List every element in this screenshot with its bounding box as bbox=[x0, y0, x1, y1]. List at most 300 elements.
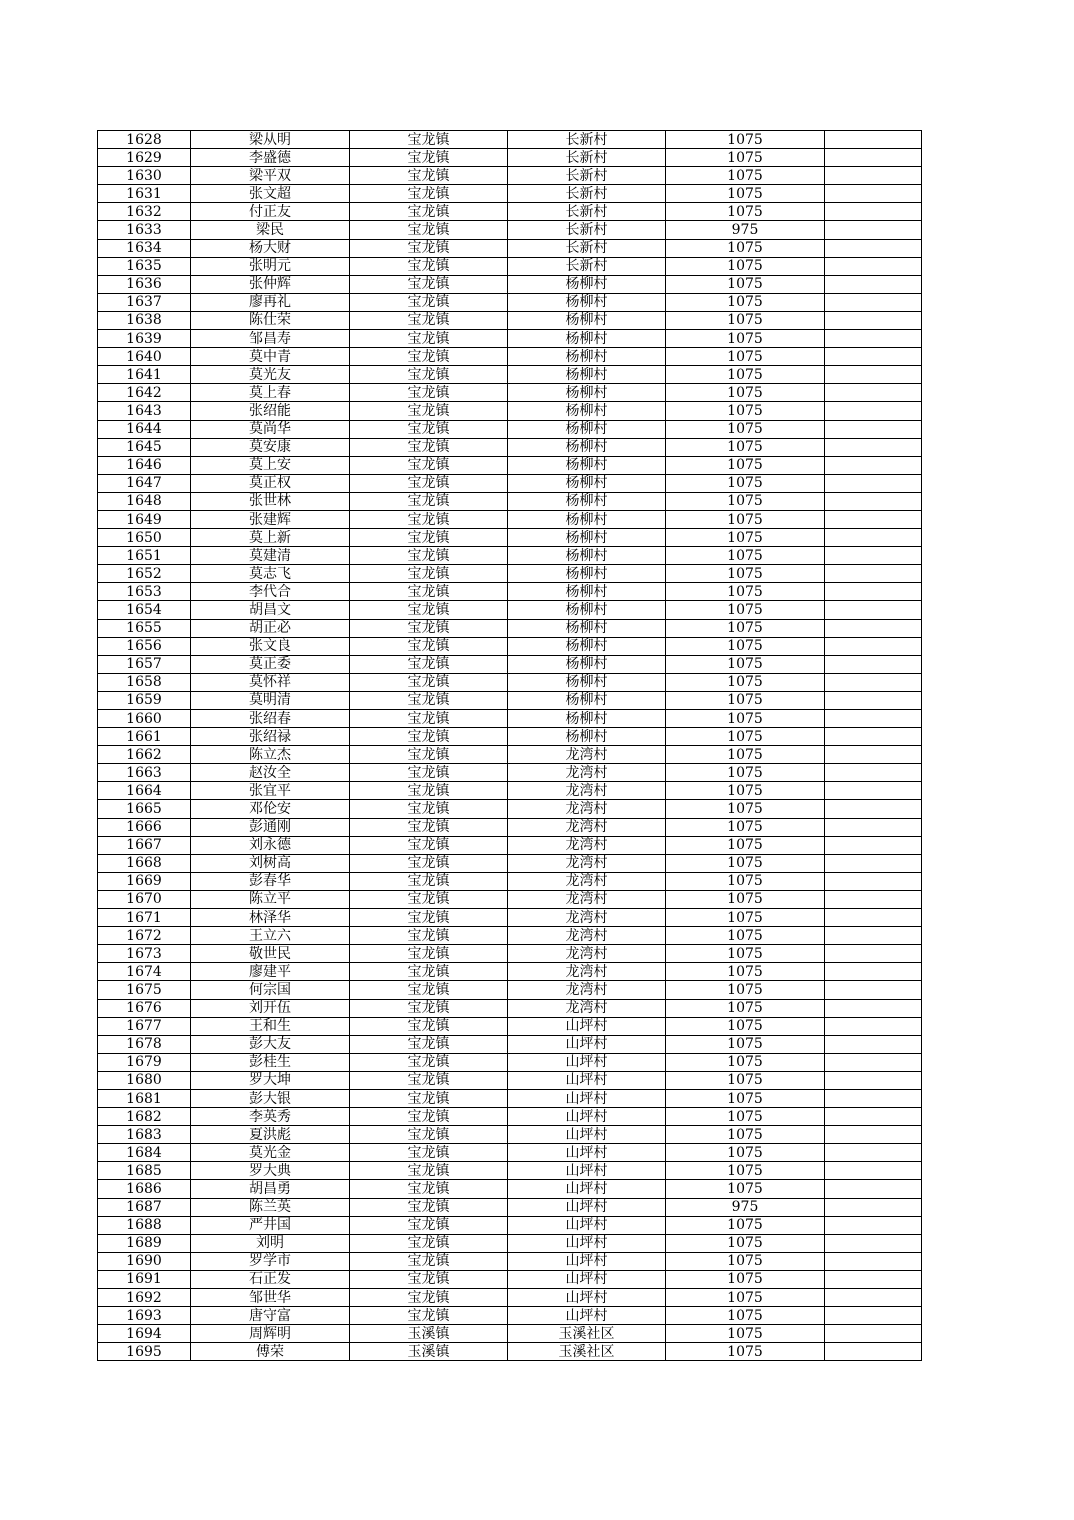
name-cell: 梁从明 bbox=[191, 131, 350, 149]
village-cell: 龙湾村 bbox=[508, 890, 666, 908]
remark-cell bbox=[825, 257, 922, 275]
remark-cell bbox=[825, 239, 922, 257]
town-cell: 宝龙镇 bbox=[350, 366, 508, 384]
remark-cell bbox=[825, 438, 922, 456]
village-cell: 杨柳村 bbox=[508, 673, 666, 691]
remark-cell bbox=[825, 782, 922, 800]
town-cell: 宝龙镇 bbox=[350, 293, 508, 311]
amount-cell: 1075 bbox=[666, 1071, 825, 1089]
name-cell: 罗大坤 bbox=[191, 1071, 350, 1089]
village-cell: 长新村 bbox=[508, 239, 666, 257]
village-cell: 龙湾村 bbox=[508, 981, 666, 999]
village-cell: 杨柳村 bbox=[508, 366, 666, 384]
name-cell: 严井国 bbox=[191, 1216, 350, 1234]
table-row bbox=[98, 854, 922, 872]
table-row bbox=[98, 293, 922, 311]
name-cell: 夏洪彪 bbox=[191, 1126, 350, 1144]
row-number-cell: 1653 bbox=[98, 583, 191, 601]
remark-cell bbox=[825, 131, 922, 149]
name-cell: 陈仕荣 bbox=[191, 311, 350, 329]
village-cell: 杨柳村 bbox=[508, 565, 666, 583]
amount-cell: 1075 bbox=[666, 474, 825, 492]
name-cell: 周辉明 bbox=[191, 1325, 350, 1343]
name-cell: 刘永德 bbox=[191, 836, 350, 854]
table-row bbox=[98, 257, 922, 275]
name-cell: 陈立平 bbox=[191, 890, 350, 908]
town-cell: 宝龙镇 bbox=[350, 909, 508, 927]
amount-cell: 1075 bbox=[666, 131, 825, 149]
town-cell: 宝龙镇 bbox=[350, 1035, 508, 1053]
town-cell: 宝龙镇 bbox=[350, 981, 508, 999]
village-cell: 杨柳村 bbox=[508, 547, 666, 565]
table-row bbox=[98, 1289, 922, 1307]
town-cell: 宝龙镇 bbox=[350, 420, 508, 438]
remark-cell bbox=[825, 330, 922, 348]
row-number-cell: 1657 bbox=[98, 655, 191, 673]
row-number-cell: 1647 bbox=[98, 474, 191, 492]
town-cell: 宝龙镇 bbox=[350, 257, 508, 275]
row-number-cell: 1636 bbox=[98, 275, 191, 293]
village-cell: 杨柳村 bbox=[508, 474, 666, 492]
town-cell: 宝龙镇 bbox=[350, 384, 508, 402]
town-cell: 宝龙镇 bbox=[350, 800, 508, 818]
remark-cell bbox=[825, 945, 922, 963]
amount-cell: 1075 bbox=[666, 999, 825, 1017]
amount-cell: 1075 bbox=[666, 655, 825, 673]
remark-cell bbox=[825, 275, 922, 293]
table-row bbox=[98, 1307, 922, 1325]
table-row bbox=[98, 565, 922, 583]
village-cell: 杨柳村 bbox=[508, 637, 666, 655]
table-row bbox=[98, 402, 922, 420]
village-cell: 杨柳村 bbox=[508, 330, 666, 348]
name-cell: 胡昌勇 bbox=[191, 1180, 350, 1198]
name-cell: 李英秀 bbox=[191, 1108, 350, 1126]
table-row bbox=[98, 221, 922, 239]
remark-cell bbox=[825, 221, 922, 239]
village-cell: 龙湾村 bbox=[508, 945, 666, 963]
town-cell: 宝龙镇 bbox=[350, 167, 508, 185]
village-cell: 杨柳村 bbox=[508, 583, 666, 601]
name-cell: 刘明 bbox=[191, 1234, 350, 1252]
town-cell: 宝龙镇 bbox=[350, 746, 508, 764]
remark-cell bbox=[825, 565, 922, 583]
town-cell: 宝龙镇 bbox=[350, 854, 508, 872]
row-number-cell: 1669 bbox=[98, 872, 191, 890]
row-number-cell: 1652 bbox=[98, 565, 191, 583]
table-row bbox=[98, 1162, 922, 1180]
name-cell: 彭大友 bbox=[191, 1035, 350, 1053]
remark-cell bbox=[825, 927, 922, 945]
name-cell: 彭桂生 bbox=[191, 1053, 350, 1071]
row-number-cell: 1659 bbox=[98, 691, 191, 709]
name-cell: 彭通刚 bbox=[191, 818, 350, 836]
row-number-cell: 1686 bbox=[98, 1180, 191, 1198]
town-cell: 宝龙镇 bbox=[350, 1089, 508, 1107]
remark-cell bbox=[825, 1270, 922, 1288]
row-number-cell: 1629 bbox=[98, 149, 191, 167]
town-cell: 宝龙镇 bbox=[350, 185, 508, 203]
amount-cell: 1075 bbox=[666, 1270, 825, 1288]
table-row bbox=[98, 1017, 922, 1035]
town-cell: 宝龙镇 bbox=[350, 1071, 508, 1089]
name-cell: 梁民 bbox=[191, 221, 350, 239]
remark-cell bbox=[825, 1089, 922, 1107]
table-row bbox=[98, 1343, 922, 1361]
town-cell: 宝龙镇 bbox=[350, 275, 508, 293]
name-cell: 莫上安 bbox=[191, 456, 350, 474]
amount-cell: 1075 bbox=[666, 691, 825, 709]
village-cell: 长新村 bbox=[508, 257, 666, 275]
village-cell: 山坪村 bbox=[508, 1017, 666, 1035]
remark-cell bbox=[825, 203, 922, 221]
amount-cell: 1075 bbox=[666, 239, 825, 257]
village-cell: 杨柳村 bbox=[508, 438, 666, 456]
amount-cell: 1075 bbox=[666, 1035, 825, 1053]
row-number-cell: 1639 bbox=[98, 330, 191, 348]
remark-cell bbox=[825, 185, 922, 203]
amount-cell: 1075 bbox=[666, 456, 825, 474]
town-cell: 宝龙镇 bbox=[350, 999, 508, 1017]
name-cell: 唐守富 bbox=[191, 1307, 350, 1325]
amount-cell: 1075 bbox=[666, 782, 825, 800]
village-cell: 龙湾村 bbox=[508, 854, 666, 872]
row-number-cell: 1687 bbox=[98, 1198, 191, 1216]
town-cell: 宝龙镇 bbox=[350, 1126, 508, 1144]
row-number-cell: 1648 bbox=[98, 492, 191, 510]
name-cell: 张世林 bbox=[191, 492, 350, 510]
amount-cell: 1075 bbox=[666, 1089, 825, 1107]
town-cell: 宝龙镇 bbox=[350, 836, 508, 854]
amount-cell: 1075 bbox=[666, 275, 825, 293]
row-number-cell: 1695 bbox=[98, 1343, 191, 1361]
amount-cell: 1075 bbox=[666, 203, 825, 221]
village-cell: 长新村 bbox=[508, 185, 666, 203]
town-cell: 宝龙镇 bbox=[350, 221, 508, 239]
remark-cell bbox=[825, 800, 922, 818]
village-cell: 龙湾村 bbox=[508, 999, 666, 1017]
name-cell: 邓伦安 bbox=[191, 800, 350, 818]
row-number-cell: 1646 bbox=[98, 456, 191, 474]
town-cell: 宝龙镇 bbox=[350, 872, 508, 890]
village-cell: 长新村 bbox=[508, 131, 666, 149]
amount-cell: 1075 bbox=[666, 293, 825, 311]
village-cell: 长新村 bbox=[508, 167, 666, 185]
name-cell: 李盛德 bbox=[191, 149, 350, 167]
row-number-cell: 1693 bbox=[98, 1307, 191, 1325]
row-number-cell: 1638 bbox=[98, 311, 191, 329]
village-cell: 杨柳村 bbox=[508, 275, 666, 293]
name-cell: 莫明清 bbox=[191, 691, 350, 709]
name-cell: 张绍能 bbox=[191, 402, 350, 420]
name-cell: 赵汝全 bbox=[191, 764, 350, 782]
amount-cell: 1075 bbox=[666, 764, 825, 782]
table-row bbox=[98, 185, 922, 203]
table-row bbox=[98, 619, 922, 637]
town-cell: 宝龙镇 bbox=[350, 1216, 508, 1234]
town-cell: 宝龙镇 bbox=[350, 1053, 508, 1071]
remark-cell bbox=[825, 293, 922, 311]
name-cell: 陈立杰 bbox=[191, 746, 350, 764]
town-cell: 宝龙镇 bbox=[350, 1307, 508, 1325]
town-cell: 宝龙镇 bbox=[350, 1162, 508, 1180]
row-number-cell: 1677 bbox=[98, 1017, 191, 1035]
town-cell: 宝龙镇 bbox=[350, 601, 508, 619]
row-number-cell: 1654 bbox=[98, 601, 191, 619]
remark-cell bbox=[825, 999, 922, 1017]
town-cell: 宝龙镇 bbox=[350, 1252, 508, 1270]
town-cell: 宝龙镇 bbox=[350, 728, 508, 746]
town-cell: 宝龙镇 bbox=[350, 492, 508, 510]
table-row bbox=[98, 348, 922, 366]
remark-cell bbox=[825, 1017, 922, 1035]
table-row bbox=[98, 1325, 922, 1343]
village-cell: 山坪村 bbox=[508, 1108, 666, 1126]
village-cell: 山坪村 bbox=[508, 1126, 666, 1144]
remark-cell bbox=[825, 402, 922, 420]
name-cell: 石正发 bbox=[191, 1270, 350, 1288]
name-cell: 张文良 bbox=[191, 637, 350, 655]
village-cell: 杨柳村 bbox=[508, 619, 666, 637]
amount-cell: 1075 bbox=[666, 510, 825, 528]
town-cell: 玉溪镇 bbox=[350, 1343, 508, 1361]
row-number-cell: 1674 bbox=[98, 963, 191, 981]
row-number-cell: 1691 bbox=[98, 1270, 191, 1288]
name-cell: 莫建清 bbox=[191, 547, 350, 565]
table-row bbox=[98, 800, 922, 818]
amount-cell: 1075 bbox=[666, 619, 825, 637]
name-cell: 张仲辉 bbox=[191, 275, 350, 293]
table-row bbox=[98, 474, 922, 492]
remark-cell bbox=[825, 311, 922, 329]
name-cell: 何宗国 bbox=[191, 981, 350, 999]
name-cell: 莫光友 bbox=[191, 366, 350, 384]
amount-cell: 1075 bbox=[666, 1126, 825, 1144]
amount-cell: 1075 bbox=[666, 149, 825, 167]
town-cell: 宝龙镇 bbox=[350, 655, 508, 673]
table-row bbox=[98, 239, 922, 257]
village-cell: 山坪村 bbox=[508, 1162, 666, 1180]
village-cell: 龙湾村 bbox=[508, 927, 666, 945]
table-row bbox=[98, 890, 922, 908]
remark-cell bbox=[825, 474, 922, 492]
amount-cell: 1075 bbox=[666, 1307, 825, 1325]
table-row bbox=[98, 311, 922, 329]
row-number-cell: 1633 bbox=[98, 221, 191, 239]
amount-cell: 1075 bbox=[666, 728, 825, 746]
table-row bbox=[98, 945, 922, 963]
table-row bbox=[98, 492, 922, 510]
village-cell: 杨柳村 bbox=[508, 710, 666, 728]
table-row bbox=[98, 529, 922, 547]
amount-cell: 1075 bbox=[666, 185, 825, 203]
row-number-cell: 1672 bbox=[98, 927, 191, 945]
name-cell: 陈兰英 bbox=[191, 1198, 350, 1216]
table-row bbox=[98, 583, 922, 601]
town-cell: 宝龙镇 bbox=[350, 1234, 508, 1252]
village-cell: 杨柳村 bbox=[508, 492, 666, 510]
remark-cell bbox=[825, 420, 922, 438]
row-number-cell: 1683 bbox=[98, 1126, 191, 1144]
remark-cell bbox=[825, 1035, 922, 1053]
remark-cell bbox=[825, 1343, 922, 1361]
table-row bbox=[98, 1071, 922, 1089]
amount-cell: 1075 bbox=[666, 601, 825, 619]
table-row bbox=[98, 710, 922, 728]
remark-cell bbox=[825, 619, 922, 637]
row-number-cell: 1655 bbox=[98, 619, 191, 637]
remark-cell bbox=[825, 510, 922, 528]
row-number-cell: 1635 bbox=[98, 257, 191, 275]
row-number-cell: 1665 bbox=[98, 800, 191, 818]
amount-cell: 1075 bbox=[666, 872, 825, 890]
row-number-cell: 1631 bbox=[98, 185, 191, 203]
amount-cell: 1075 bbox=[666, 746, 825, 764]
amount-cell: 1075 bbox=[666, 402, 825, 420]
name-cell: 彭春华 bbox=[191, 872, 350, 890]
row-number-cell: 1664 bbox=[98, 782, 191, 800]
amount-cell: 1075 bbox=[666, 890, 825, 908]
remark-cell bbox=[825, 529, 922, 547]
town-cell: 宝龙镇 bbox=[350, 764, 508, 782]
amount-cell: 1075 bbox=[666, 1343, 825, 1361]
town-cell: 宝龙镇 bbox=[350, 149, 508, 167]
row-number-cell: 1641 bbox=[98, 366, 191, 384]
remark-cell bbox=[825, 728, 922, 746]
remark-cell bbox=[825, 764, 922, 782]
amount-cell: 1075 bbox=[666, 565, 825, 583]
town-cell: 宝龙镇 bbox=[350, 1198, 508, 1216]
row-number-cell: 1666 bbox=[98, 818, 191, 836]
town-cell: 宝龙镇 bbox=[350, 1180, 508, 1198]
amount-cell: 1075 bbox=[666, 673, 825, 691]
row-number-cell: 1667 bbox=[98, 836, 191, 854]
table-row bbox=[98, 728, 922, 746]
row-number-cell: 1675 bbox=[98, 981, 191, 999]
table-row bbox=[98, 746, 922, 764]
village-cell: 山坪村 bbox=[508, 1144, 666, 1162]
remark-cell bbox=[825, 149, 922, 167]
town-cell: 宝龙镇 bbox=[350, 927, 508, 945]
amount-cell: 1075 bbox=[666, 637, 825, 655]
name-cell: 张明元 bbox=[191, 257, 350, 275]
town-cell: 宝龙镇 bbox=[350, 1017, 508, 1035]
town-cell: 宝龙镇 bbox=[350, 456, 508, 474]
town-cell: 宝龙镇 bbox=[350, 673, 508, 691]
table-row bbox=[98, 673, 922, 691]
village-cell: 山坪村 bbox=[508, 1071, 666, 1089]
town-cell: 宝龙镇 bbox=[350, 510, 508, 528]
town-cell: 宝龙镇 bbox=[350, 348, 508, 366]
village-cell: 山坪村 bbox=[508, 1035, 666, 1053]
village-cell: 山坪村 bbox=[508, 1198, 666, 1216]
remark-cell bbox=[825, 963, 922, 981]
amount-cell: 1075 bbox=[666, 909, 825, 927]
village-cell: 山坪村 bbox=[508, 1252, 666, 1270]
name-cell: 莫中青 bbox=[191, 348, 350, 366]
row-number-cell: 1682 bbox=[98, 1108, 191, 1126]
amount-cell: 1075 bbox=[666, 1325, 825, 1343]
table-row bbox=[98, 691, 922, 709]
name-cell: 莫上新 bbox=[191, 529, 350, 547]
name-cell: 梁平双 bbox=[191, 167, 350, 185]
town-cell: 宝龙镇 bbox=[350, 529, 508, 547]
remark-cell bbox=[825, 583, 922, 601]
row-number-cell: 1663 bbox=[98, 764, 191, 782]
row-number-cell: 1670 bbox=[98, 890, 191, 908]
row-number-cell: 1688 bbox=[98, 1216, 191, 1234]
town-cell: 宝龙镇 bbox=[350, 710, 508, 728]
remark-cell bbox=[825, 909, 922, 927]
table-row bbox=[98, 1252, 922, 1270]
table-row bbox=[98, 764, 922, 782]
table-row bbox=[98, 547, 922, 565]
remark-cell bbox=[825, 673, 922, 691]
remark-cell bbox=[825, 167, 922, 185]
town-cell: 宝龙镇 bbox=[350, 583, 508, 601]
row-number-cell: 1668 bbox=[98, 854, 191, 872]
village-cell: 龙湾村 bbox=[508, 963, 666, 981]
village-cell: 龙湾村 bbox=[508, 909, 666, 927]
town-cell: 宝龙镇 bbox=[350, 131, 508, 149]
row-number-cell: 1643 bbox=[98, 402, 191, 420]
remark-cell bbox=[825, 637, 922, 655]
village-cell: 山坪村 bbox=[508, 1216, 666, 1234]
remark-cell bbox=[825, 1108, 922, 1126]
remark-cell bbox=[825, 1307, 922, 1325]
remark-cell bbox=[825, 981, 922, 999]
row-number-cell: 1681 bbox=[98, 1089, 191, 1107]
amount-cell: 1075 bbox=[666, 420, 825, 438]
amount-cell: 1075 bbox=[666, 854, 825, 872]
name-cell: 廖再礼 bbox=[191, 293, 350, 311]
table-row bbox=[98, 366, 922, 384]
row-number-cell: 1642 bbox=[98, 384, 191, 402]
name-cell: 罗学市 bbox=[191, 1252, 350, 1270]
village-cell: 杨柳村 bbox=[508, 384, 666, 402]
village-cell: 山坪村 bbox=[508, 1053, 666, 1071]
table-row bbox=[98, 510, 922, 528]
village-cell: 山坪村 bbox=[508, 1089, 666, 1107]
row-number-cell: 1673 bbox=[98, 945, 191, 963]
row-number-cell: 1690 bbox=[98, 1252, 191, 1270]
name-cell: 莫怀祥 bbox=[191, 673, 350, 691]
name-cell: 莫上春 bbox=[191, 384, 350, 402]
village-cell: 龙湾村 bbox=[508, 746, 666, 764]
row-number-cell: 1640 bbox=[98, 348, 191, 366]
name-cell: 敬世民 bbox=[191, 945, 350, 963]
name-cell: 邹世华 bbox=[191, 1289, 350, 1307]
name-cell: 傅荣 bbox=[191, 1343, 350, 1361]
name-cell: 莫光金 bbox=[191, 1144, 350, 1162]
village-cell: 山坪村 bbox=[508, 1234, 666, 1252]
name-cell: 王和生 bbox=[191, 1017, 350, 1035]
row-number-cell: 1685 bbox=[98, 1162, 191, 1180]
town-cell: 宝龙镇 bbox=[350, 963, 508, 981]
town-cell: 宝龙镇 bbox=[350, 474, 508, 492]
village-cell: 杨柳村 bbox=[508, 311, 666, 329]
name-cell: 付正友 bbox=[191, 203, 350, 221]
village-cell: 山坪村 bbox=[508, 1289, 666, 1307]
row-number-cell: 1662 bbox=[98, 746, 191, 764]
town-cell: 宝龙镇 bbox=[350, 782, 508, 800]
row-number-cell: 1661 bbox=[98, 728, 191, 746]
amount-cell: 1075 bbox=[666, 583, 825, 601]
table-row bbox=[98, 420, 922, 438]
remark-cell bbox=[825, 691, 922, 709]
amount-cell: 1075 bbox=[666, 384, 825, 402]
village-cell: 龙湾村 bbox=[508, 782, 666, 800]
